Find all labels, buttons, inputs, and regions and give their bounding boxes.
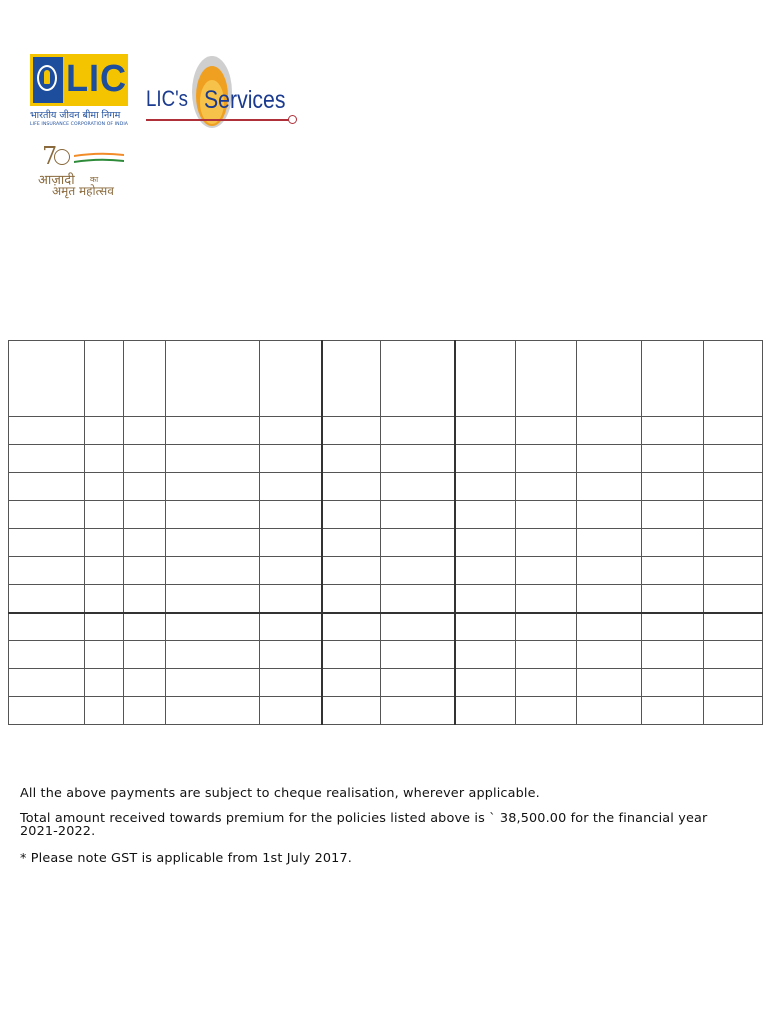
- table-cell: [322, 669, 381, 697]
- table-cell: [85, 501, 124, 529]
- eservices-underline: [146, 119, 290, 121]
- table-cell: [9, 417, 85, 445]
- table-row: [9, 417, 763, 445]
- table-header-cell: [260, 341, 322, 417]
- table-cell: [577, 473, 642, 501]
- table-cell: [455, 641, 516, 669]
- table-cell: [166, 641, 260, 669]
- table-cell: [516, 585, 577, 613]
- table-header-cell: [322, 341, 381, 417]
- table-cell: [166, 697, 260, 725]
- table-cell: [166, 613, 260, 641]
- table-cell: [260, 501, 322, 529]
- table-cell: [642, 445, 704, 473]
- table-row: [9, 473, 763, 501]
- table-cell: [455, 529, 516, 557]
- cheque-note: All the above payments are subject to cheque realisation, wherever applicable.: [20, 786, 540, 801]
- table-cell: [516, 557, 577, 585]
- table-cell: [577, 641, 642, 669]
- table-cell: [704, 473, 763, 501]
- premium-table: [8, 340, 763, 725]
- table-cell: [704, 641, 763, 669]
- table-cell: [166, 529, 260, 557]
- table-cell: [124, 445, 166, 473]
- table-row: [9, 641, 763, 669]
- eservices-logo: [144, 50, 296, 134]
- table-cell: [455, 557, 516, 585]
- table-cell: [577, 557, 642, 585]
- table-cell: [166, 585, 260, 613]
- lic-logo-box: [30, 54, 128, 106]
- table-cell: [577, 417, 642, 445]
- table-cell: [455, 445, 516, 473]
- table-cell: [322, 613, 381, 641]
- table-row: [9, 529, 763, 557]
- table-row: [9, 445, 763, 473]
- table-header-cell: [577, 341, 642, 417]
- table-cell: [260, 697, 322, 725]
- azadi-chakra-icon: [54, 149, 70, 165]
- table-cell: [85, 585, 124, 613]
- table-cell: [124, 669, 166, 697]
- eservices-prefix: LIC's: [146, 86, 189, 111]
- table-cell: [642, 641, 704, 669]
- table-cell: [516, 445, 577, 473]
- table-cell: [260, 445, 322, 473]
- table-header-cell: [9, 341, 85, 417]
- table-cell: [642, 697, 704, 725]
- table-cell: [642, 501, 704, 529]
- table-row: [9, 669, 763, 697]
- table-cell: [260, 585, 322, 613]
- eservices-suffix: Services: [204, 86, 286, 114]
- table-header-cell: [455, 341, 516, 417]
- table-cell: [124, 473, 166, 501]
- table-cell: [9, 585, 85, 613]
- table-cell: [704, 697, 763, 725]
- total-amount-line2: 2021-2022.: [20, 824, 96, 839]
- table-cell: [516, 473, 577, 501]
- table-cell: [455, 417, 516, 445]
- table-cell: [381, 669, 455, 697]
- table-cell: [9, 529, 85, 557]
- table-cell: [9, 669, 85, 697]
- table-header-cell: [85, 341, 124, 417]
- table-cell: [9, 445, 85, 473]
- table-cell: [381, 501, 455, 529]
- table-cell: [516, 501, 577, 529]
- azadi-ka: का: [90, 175, 99, 184]
- lamp-emblem-icon: [33, 57, 63, 103]
- table-cell: [124, 501, 166, 529]
- table-cell: [9, 557, 85, 585]
- table-cell: [124, 641, 166, 669]
- table-cell: [642, 529, 704, 557]
- table-cell: [85, 613, 124, 641]
- table-row: [9, 557, 763, 585]
- table-cell: [85, 557, 124, 585]
- table-cell: [704, 501, 763, 529]
- table-cell: [9, 641, 85, 669]
- table-cell: [516, 417, 577, 445]
- table-cell: [642, 613, 704, 641]
- table-cell: [322, 641, 381, 669]
- table-cell: [85, 697, 124, 725]
- table-cell: [9, 697, 85, 725]
- table-cell: [577, 669, 642, 697]
- table-cell: [381, 445, 455, 473]
- table-cell: [85, 529, 124, 557]
- table-cell: [704, 529, 763, 557]
- table-row: [9, 613, 763, 641]
- table-cell: [85, 473, 124, 501]
- table-cell: [642, 557, 704, 585]
- table-cell: [166, 473, 260, 501]
- table-cell: [260, 417, 322, 445]
- tricolor-flag-icon: [74, 152, 124, 164]
- azadi-line2: अमृत महोत्सव: [52, 184, 114, 198]
- table-cell: [166, 417, 260, 445]
- table-cell: [642, 585, 704, 613]
- table-cell: [381, 557, 455, 585]
- table-cell: [124, 697, 166, 725]
- table-cell: [455, 669, 516, 697]
- table-cell: [85, 445, 124, 473]
- table-cell: [9, 473, 85, 501]
- table-cell: [704, 417, 763, 445]
- table-header-row: [9, 341, 763, 417]
- table-cell: [516, 697, 577, 725]
- table-cell: [577, 529, 642, 557]
- table-cell: [85, 641, 124, 669]
- table-cell: [381, 697, 455, 725]
- table-cell: [124, 585, 166, 613]
- table-cell: [455, 697, 516, 725]
- table-cell: [322, 501, 381, 529]
- table-cell: [260, 529, 322, 557]
- table-cell: [704, 445, 763, 473]
- table-cell: [9, 501, 85, 529]
- table-cell: [381, 417, 455, 445]
- table-cell: [577, 445, 642, 473]
- total-amount-line1: Total amount received towards premium for the policies listed above is ` 38,500.00 for the financial year: [20, 811, 708, 826]
- table-cell: [642, 669, 704, 697]
- table-cell: [322, 529, 381, 557]
- table-cell: [381, 529, 455, 557]
- table-cell: [322, 417, 381, 445]
- table-cell: [166, 445, 260, 473]
- table-cell: [322, 557, 381, 585]
- table-cell: [260, 473, 322, 501]
- lic-hindi-name: भारतीय जीवन बीमा निगम: [30, 110, 121, 121]
- table-cell: [322, 473, 381, 501]
- lic-wordmark: LIC: [66, 58, 128, 100]
- table-header-cell: [166, 341, 260, 417]
- table-cell: [455, 501, 516, 529]
- eservices-dot: [288, 115, 297, 124]
- table-cell: [124, 557, 166, 585]
- table-cell: [577, 501, 642, 529]
- table-header-cell: [642, 341, 704, 417]
- table-cell: [85, 417, 124, 445]
- table-cell: [704, 613, 763, 641]
- table-cell: [642, 473, 704, 501]
- table-cell: [85, 669, 124, 697]
- table-cell: [642, 417, 704, 445]
- table-cell: [124, 417, 166, 445]
- table-row: [9, 585, 763, 613]
- table-cell: [260, 669, 322, 697]
- table-cell: [260, 613, 322, 641]
- table-cell: [516, 669, 577, 697]
- table-header-cell: [704, 341, 763, 417]
- table-cell: [322, 445, 381, 473]
- table-cell: [322, 585, 381, 613]
- azadi-logo: [36, 144, 140, 198]
- table-row: [9, 697, 763, 725]
- azadi-line1: आज़ादी: [38, 173, 75, 188]
- table-cell: [124, 613, 166, 641]
- table-cell: [577, 697, 642, 725]
- table-cell: [704, 669, 763, 697]
- table-cell: [381, 613, 455, 641]
- table-cell: [455, 585, 516, 613]
- table-cell: [9, 613, 85, 641]
- table-cell: [166, 669, 260, 697]
- table-cell: [704, 557, 763, 585]
- table-header-cell: [124, 341, 166, 417]
- table-row: [9, 501, 763, 529]
- table-cell: [577, 613, 642, 641]
- table-cell: [381, 585, 455, 613]
- table-cell: [704, 585, 763, 613]
- lic-logo: [30, 54, 130, 132]
- table-cell: [516, 613, 577, 641]
- table-cell: [322, 697, 381, 725]
- table-cell: [577, 585, 642, 613]
- table-cell: [381, 473, 455, 501]
- table-cell: [260, 557, 322, 585]
- lic-english-name: LIFE INSURANCE CORPORATION OF INDIA: [30, 122, 129, 127]
- gst-note: * Please note GST is applicable from 1st July 2017.: [20, 851, 352, 866]
- table-cell: [455, 473, 516, 501]
- azadi-seven: 7: [42, 142, 58, 170]
- table-cell: [260, 641, 322, 669]
- table-cell: [516, 529, 577, 557]
- table-header-cell: [516, 341, 577, 417]
- table-cell: [166, 501, 260, 529]
- table-cell: [455, 613, 516, 641]
- table-header-cell: [381, 341, 455, 417]
- table-cell: [381, 641, 455, 669]
- table-cell: [516, 641, 577, 669]
- table-cell: [124, 529, 166, 557]
- table-cell: [166, 557, 260, 585]
